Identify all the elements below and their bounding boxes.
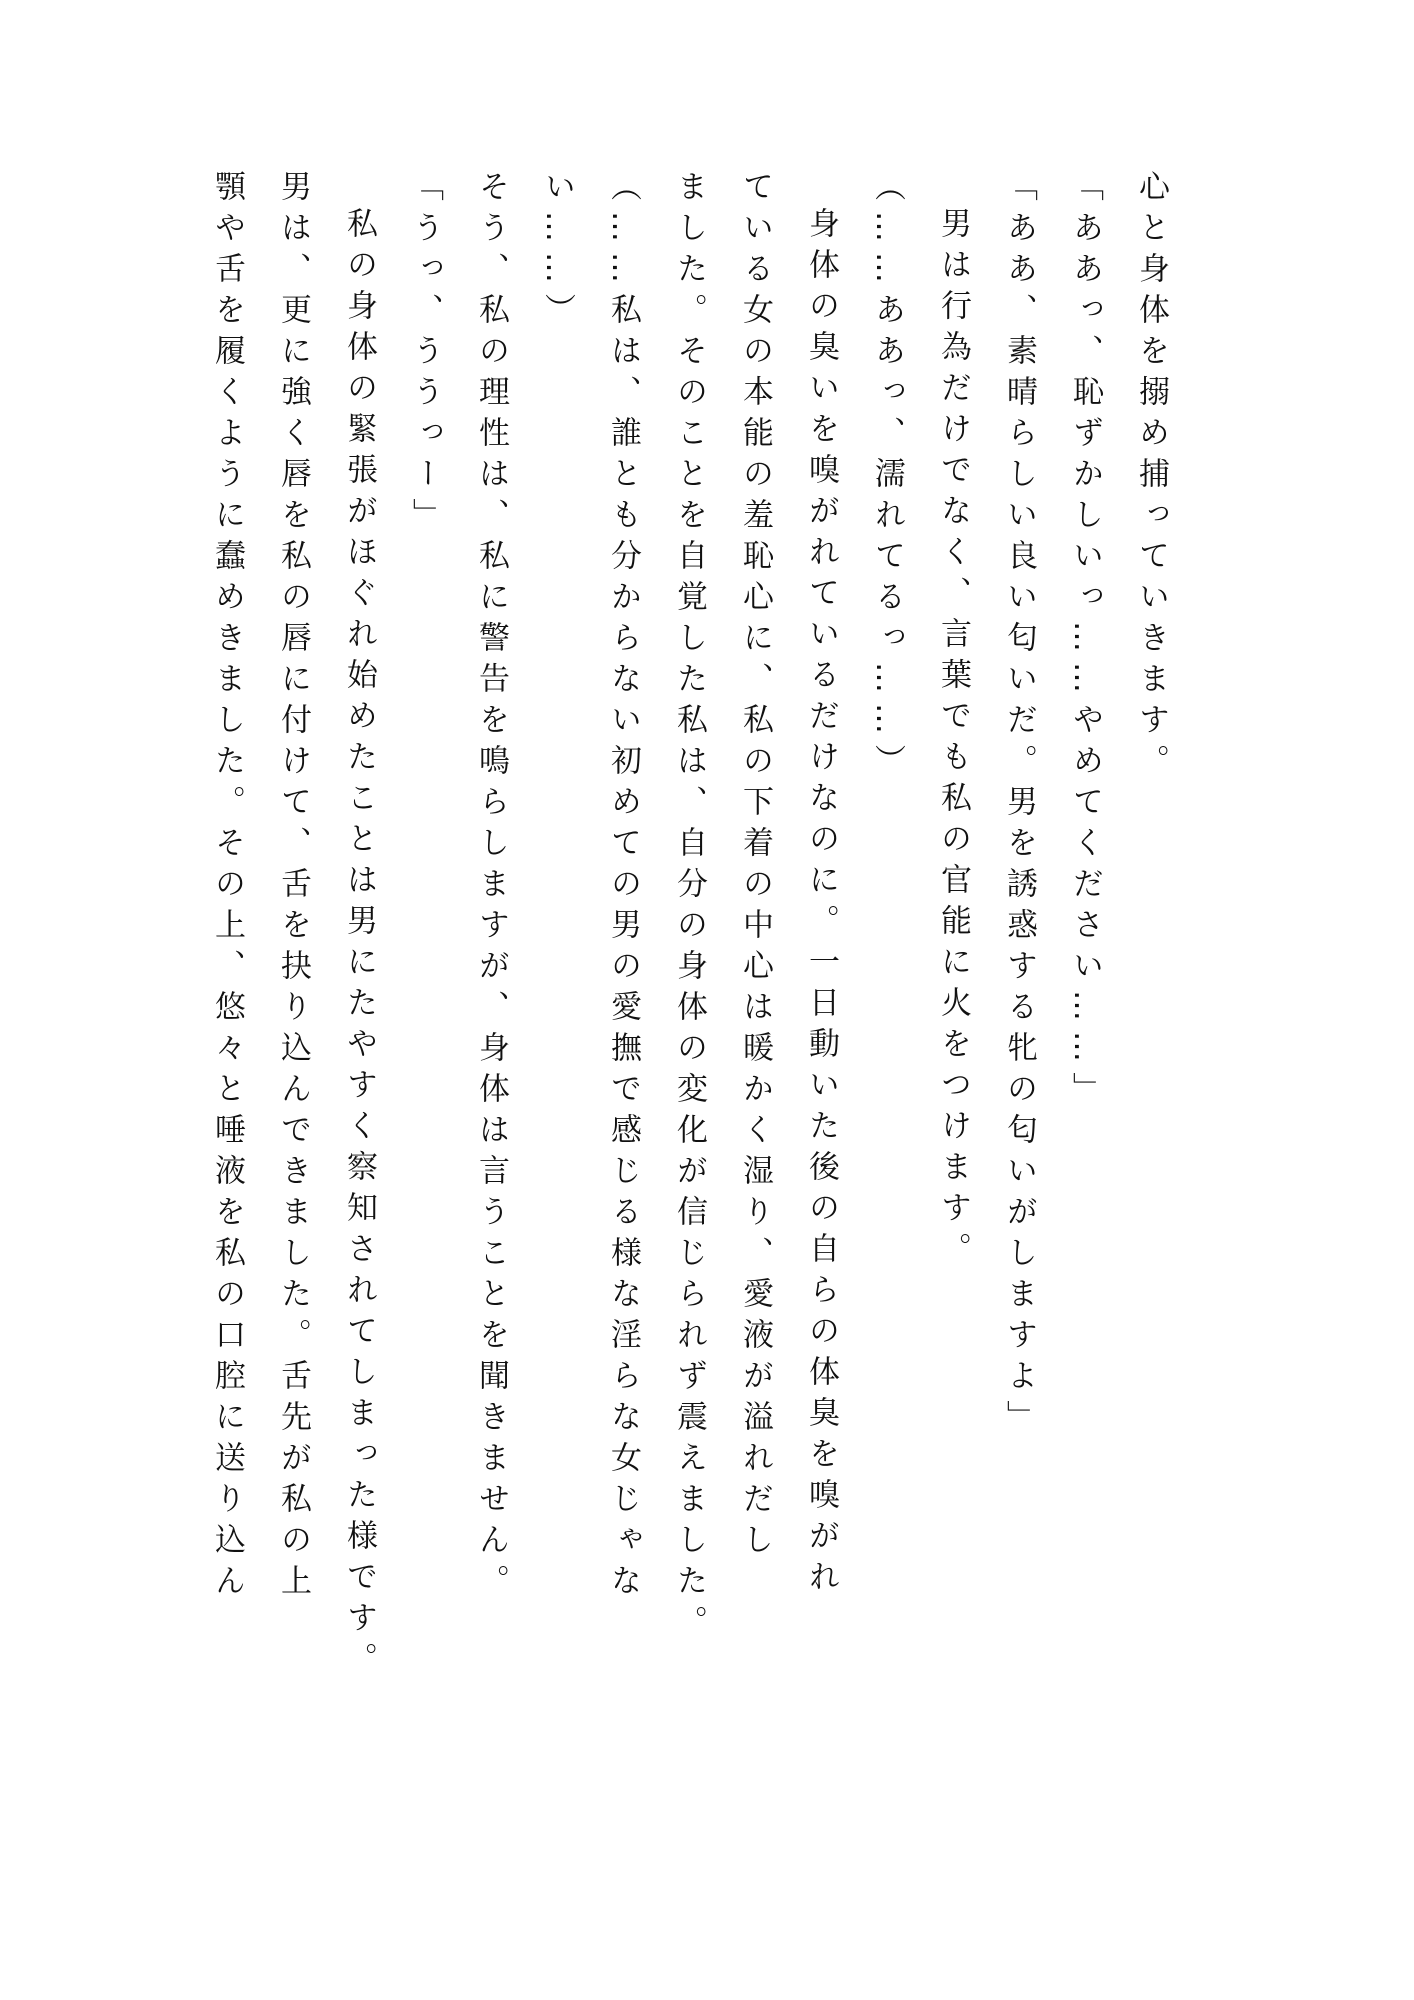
text-line-4: 男は行為だけでなく、言葉でも私の官能に火をつけます。 [935,207,971,1274]
text-line-3: 「ああ、素晴らしい良い匂いだ。男を誘惑する牝の匂いがしますよ」 [1001,170,1037,1441]
text-line-12: 「うっ、ううっー」 [407,170,443,539]
text-line-14: 男は、更に強く唇を私の唇に付けて、舌を抉り込んできました。舌先が私の上 [275,170,311,1605]
text-line-2: 「ああっ、恥ずかしいっ……やめてください……」 [1067,170,1103,1113]
text-line-7: ている女の本能の羞恥心に、私の下着の中心は暖かく湿り、愛液が溢れだし [737,170,773,1564]
vertical-text-block [194,170,1184,1890]
text-line-9: （……私は、誰とも分からない初めての男の愛撫で感じる様な淫らな女じゃな [605,170,641,1605]
text-line-6: 身体の臭いを嗅がれているだけなのに。一日動いた後の自らの体臭を嗅がれ [803,207,839,1602]
text-line-11: そう、私の理性は、私に警告を鳴らしますが、身体は言うことを聞きません。 [473,170,509,1605]
text-line-5: （……ああっ、濡れてるっ……） [869,170,905,785]
text-line-1: 心と身体を搦め捕っていきます。 [1133,170,1169,785]
text-line-13: 私の身体の緊張がほぐれ始めたことは男にたやすく察知されてしまった様です。 [341,207,377,1684]
text-line-15: 顎や舌を履くように蠢めきました。その上、悠々と唾液を私の口腔に送り込ん [209,170,245,1605]
text-line-10: い……） [539,170,575,334]
text-line-8: ました。そのことを自覚した私は、自分の身体の変化が信じられず震えました。 [671,170,707,1646]
